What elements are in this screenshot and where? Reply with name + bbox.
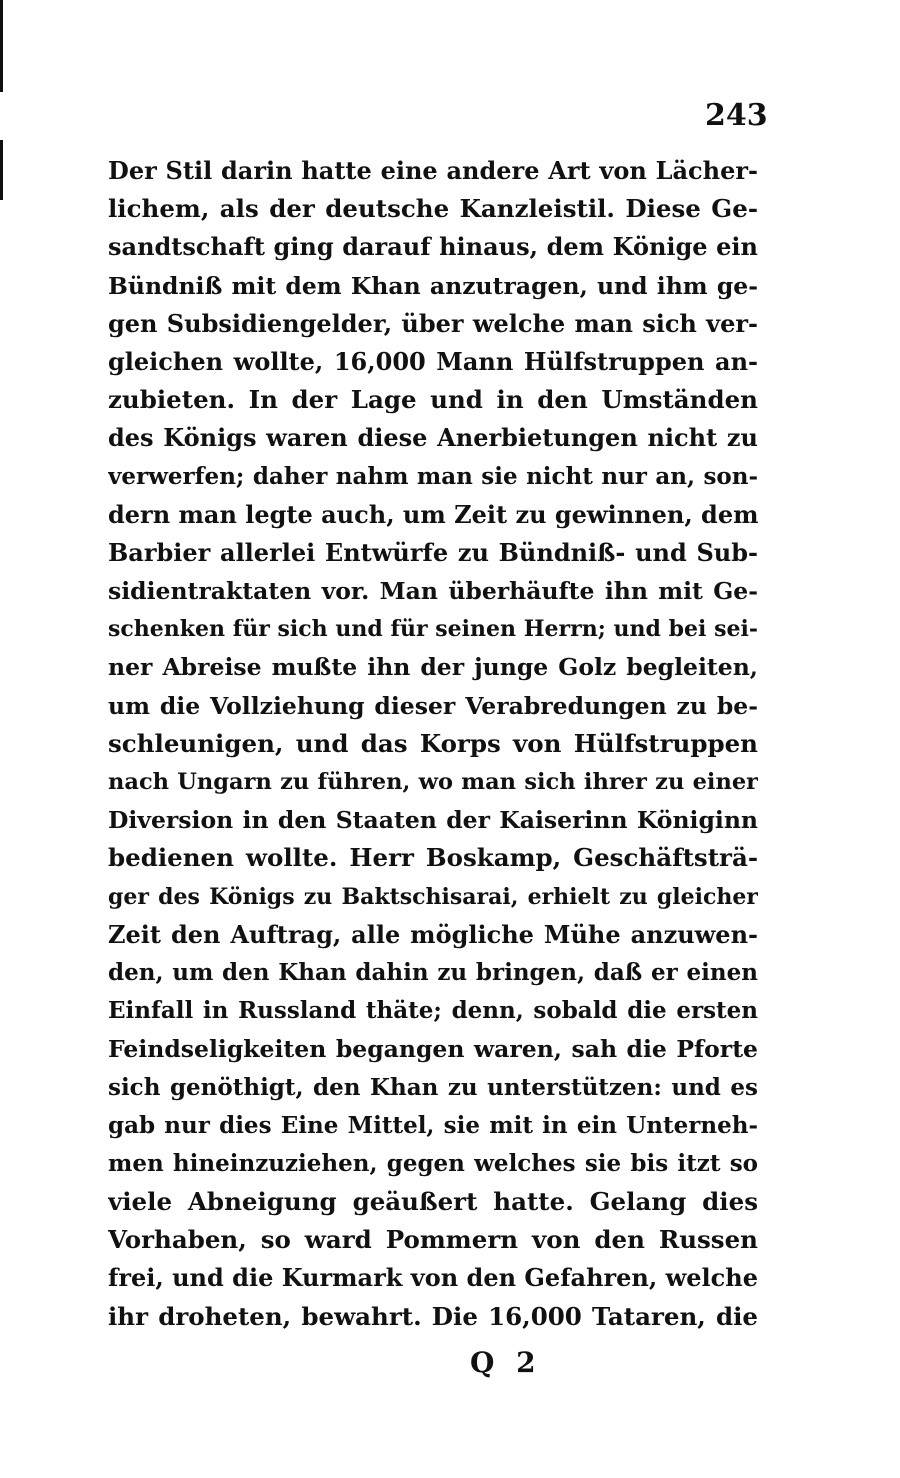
text-line: gen Subsidiengelder, über welche man sich ver- [108, 308, 758, 338]
text-line: sidientraktaten vor. Man überhäufte ihn mit Ge- [108, 577, 758, 606]
text-line: viele Abneigung geäußert hatte. Gelang dies [108, 1187, 758, 1217]
text-line: den, um den Khan dahin zu bringen, daß er einen [108, 958, 758, 986]
text-line: ihr droheten, bewahrt. Die 16,000 Tataren, die [108, 1301, 758, 1331]
text-line: sich genöthigt, den Khan zu unterstützen: und es [108, 1073, 758, 1101]
text-line: Der Stil darin hatte eine andere Art von Lächer- [108, 156, 758, 185]
text-line: nach Ungarn zu führen, wo man sich ihrer zu einer [108, 769, 758, 795]
text-line: bedienen wollte. Herr Boskamp, Geschäftsträ- [108, 843, 758, 873]
text-line: gleichen wollte, 16,000 Mann Hülfstruppen an- [108, 346, 758, 376]
page-number: 243 [705, 98, 768, 133]
text-line: frei, und die Kurmark von den Gefahren, welche [108, 1263, 758, 1293]
text-line: Feindseligkeiten begangen waren, sah die Pforte [108, 1035, 758, 1064]
text-line: dern man legte auch, um Zeit zu gewinnen, dem [108, 499, 758, 529]
signature-mark: Q 2 [470, 1346, 542, 1379]
text-line: ner Abreise mußte ihn der junge Golz begleiten, [108, 653, 758, 682]
text-line: des Königs waren diese Anerbietungen nicht zu [108, 423, 758, 453]
scan-edge-mark [0, 0, 3, 92]
text-line: sandtschaft ging darauf hinaus, dem Könige ein [108, 232, 758, 262]
text-line: Bündniß mit dem Khan anzutragen, und ihm ge- [108, 271, 758, 300]
text-line: Vorhaben, so ward Pommern von den Russen [108, 1225, 758, 1255]
text-line: schenken für sich und für seinen Herrn; und bei sei- [108, 616, 758, 643]
text-line: Zeit den Auftrag, alle mögliche Mühe anzuwen- [108, 919, 758, 949]
text-line: men hineinzuziehen, gegen welches sie bis itzt so [108, 1149, 758, 1177]
text-line: zubieten. In der Lage und in den Umständen [108, 385, 758, 415]
body-text [108, 152, 758, 1336]
text-line: Barbier allerlei Entwürfe zu Bündniß- und Sub- [108, 537, 758, 567]
text-line: gab nur dies Eine Mittel, sie mit in ein Unterneh- [108, 1111, 758, 1139]
text-line: schleunigen, und das Korps von Hülfstruppen [108, 728, 758, 758]
text-line: Einfall in Russland thäte; denn, sobald die ersten [108, 997, 758, 1025]
text-line: ger des Königs zu Baktschisarai, erhielt zu gleicher [108, 883, 758, 910]
text-line: um die Vollziehung dieser Verabredungen zu be- [108, 691, 758, 720]
text-line: verwerfen; daher nahm man sie nicht nur an, son- [108, 462, 758, 490]
text-line: lichem, als der deutsche Kanzleistil. Diese Ge- [108, 194, 758, 224]
text-line: Diversion in den Staaten der Kaiserinn Königinn [108, 806, 758, 835]
scan-edge-mark [0, 140, 3, 200]
